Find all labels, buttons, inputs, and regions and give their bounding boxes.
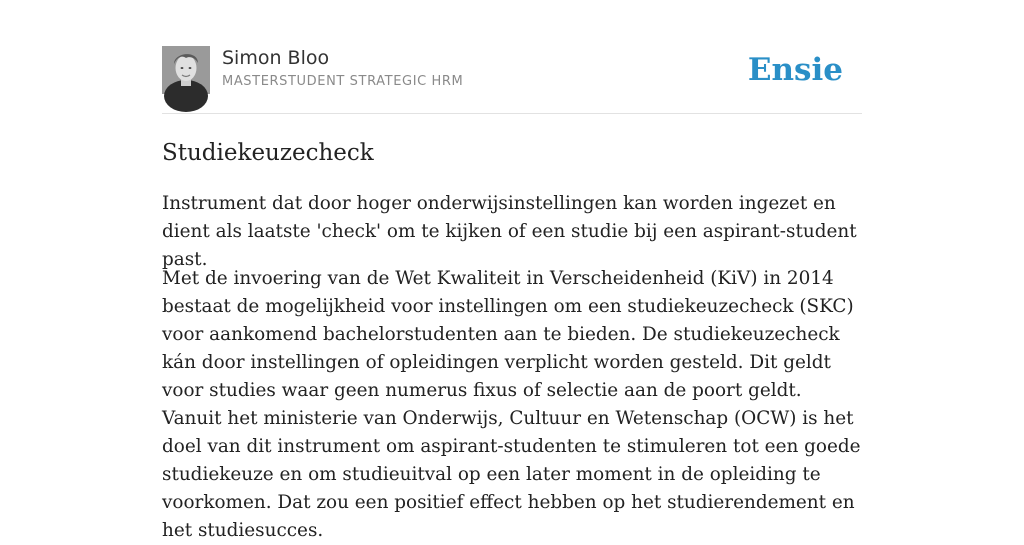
header-divider (162, 113, 862, 114)
author-header (162, 46, 862, 96)
author-name[interactable]: Simon Bloo (222, 47, 330, 69)
entry-title: Studiekeuzecheck (162, 140, 374, 166)
author-avatar[interactable] (162, 46, 210, 94)
entry-body: Met de invoering van de Wet Kwaliteit in Verscheidenheid (KiV) in 2014 bestaat de mogelijkheid voor instellingen om een studiekeuzecheck (SKC) voor aankomend bachelorstudenten aan te bieden. De studiekeuzecheck kán door instellingen of opleidingen verplicht worden gesteld. Dit geldt voor studies waar geen numerus fixus of selectie aan de poort geldt. Vanuit het ministerie van Onderwijs, Cultuur en Wetenschap (OCW) is het doel van dit instrument om aspirant-studenten te stimuleren tot een goede studiekeuze en om studieuitval op een later moment in de opleiding te voorkomen. Dat zou een positief effect hebben op het studierendement en het studiesucces. (162, 268, 861, 541)
entry-page (162, 0, 862, 541)
author-title: MASTERSTUDENT STRATEGIC HRM (222, 74, 464, 89)
avatar-photo (162, 46, 210, 94)
ensie-logo[interactable]: Ensie (747, 52, 843, 88)
entry-definition: Instrument dat door hoger onderwijsinstellingen kan worden ingezet en dient als laatste 'check' om te kijken of een studie bij een aspirant-student past. (162, 193, 857, 270)
